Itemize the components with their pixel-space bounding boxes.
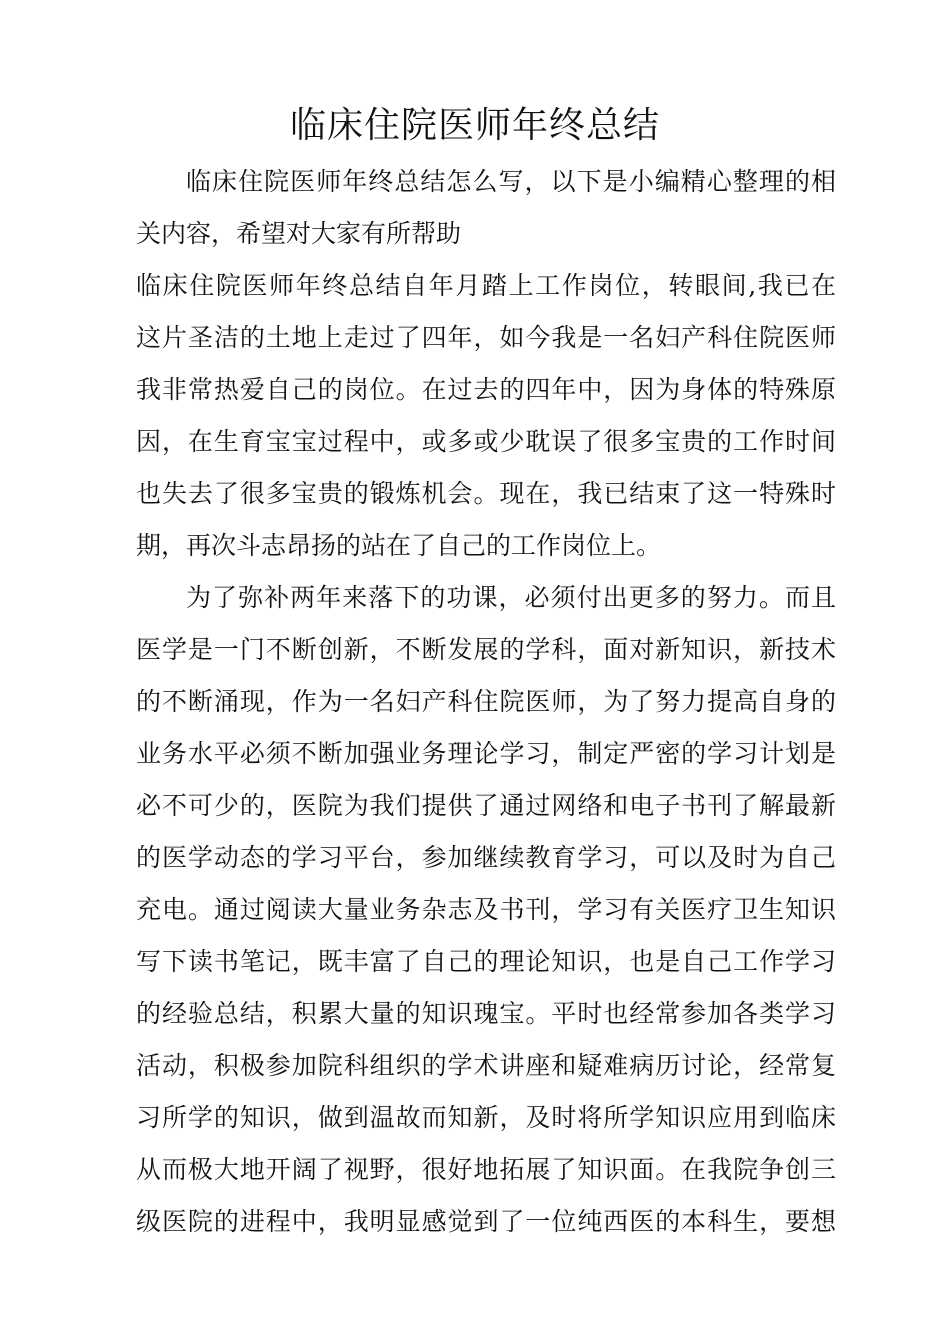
document-title: 临床住院医师年终总结 [289, 105, 660, 146]
paragraph-2-line-2: 这片圣洁的土地上走过了四年，如今我是一名妇产科住院医师 [136, 323, 836, 352]
paragraph-3-line-6: 的医学动态的学习平台，参加继续教育学习，可以及时为自己 [136, 843, 836, 872]
paragraph-3-line-11: 习所学的知识，做到温故而知新，及时将所学知识应用到临床 [136, 1103, 836, 1132]
paragraph-3-line-7: 充电。通过阅读大量业务杂志及书刊，学习有关医疗卫生知识 [136, 895, 836, 924]
paragraph-2-line-6: 期，再次斗志昂扬的站在了自己的工作岗位上。 [136, 531, 662, 560]
paragraph-3-line-13: 级医院的进程中，我明显感觉到了一位纯西医的本科生，要想 [136, 1207, 836, 1236]
paragraph-3-line-12: 从而极大地开阔了视野，很好地拓展了知识面。在我院争创三 [136, 1155, 836, 1184]
paragraph-3-line-8: 写下读书笔记，既丰富了自己的理论知识，也是自己工作学习 [136, 947, 836, 976]
paragraph-2-line-4: 因，在生育宝宝过程中，或多或少耽误了很多宝贵的工作时间 [136, 427, 836, 456]
paragraph-3-line-4: 业务水平必须不断加强业务理论学习，制定严密的学习计划是 [136, 739, 836, 768]
paragraph-3-line-2: 医学是一门不断创新，不断发展的学科，面对新知识，新技术 [136, 635, 836, 664]
paragraph-3-line-3: 的不断涌现，作为一名妇产科住院医师，为了努力提高自身的 [136, 687, 836, 716]
paragraph-3-line-9: 的经验总结，积累大量的知识瑰宝。平时也经常参加各类学习 [136, 999, 836, 1028]
paragraph-2-line-5: 也失去了很多宝贵的锻炼机会。现在，我已结束了这一特殊时 [136, 479, 836, 508]
paragraph-3-line-10: 活动，积极参加院科组织的学术讲座和疑难病历讨论，经常复 [136, 1051, 836, 1080]
paragraph-3-line-5: 必不可少的，医院为我们提供了通过网络和电子书刊了解最新 [136, 791, 836, 820]
paragraph-1-line-2: 关内容，希望对大家有所帮助 [136, 219, 462, 248]
paragraph-1-line-1: 临床住院医师年终总结怎么写，以下是小编精心整理的相 [186, 167, 836, 196]
paragraph-2-line-3: 我非常热爱自己的岗位。在过去的四年中，因为身体的特殊原 [136, 375, 836, 404]
paragraph-2-line-1: 临床住院医师年终总结自年月踏上工作岗位，转眼间,我已在 [136, 271, 836, 300]
paragraph-3-line-1: 为了弥补两年来落下的功课，必须付出更多的努力。而且 [186, 583, 836, 612]
document-body [136, 156, 836, 1248]
